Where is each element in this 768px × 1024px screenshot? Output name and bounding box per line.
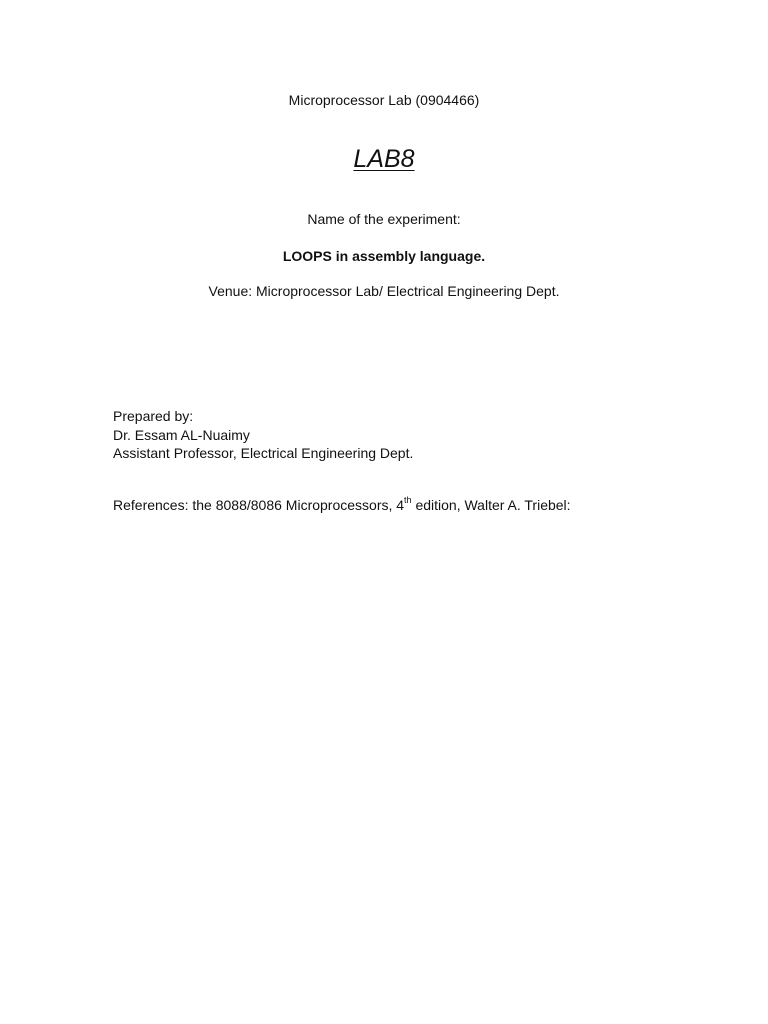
references-suffix: edition, Walter A. Triebel: (411, 497, 571, 513)
experiment-name: LOOPS in assembly language. (282, 248, 486, 264)
venue-line: Venue: Microprocessor Lab/ Electrical Engineering Dept. (208, 283, 560, 299)
references-line (113, 496, 571, 515)
author-name: Dr. Essam AL-Nuaimy (113, 426, 250, 443)
references-prefix: References: the 8088/8086 Microprocessors, 4 (113, 497, 405, 513)
experiment-label: Name of the experiment: (307, 211, 461, 227)
prepared-by-label: Prepared by: (113, 408, 194, 424)
edition-superscript: th (404, 495, 412, 506)
course-title: Microprocessor Lab (0904466) (288, 92, 480, 108)
lab-title: LAB8 (353, 145, 415, 173)
author-position: Assistant Professor, Electrical Engineering Dept. (113, 445, 414, 461)
prepared-by-block (113, 407, 413, 463)
